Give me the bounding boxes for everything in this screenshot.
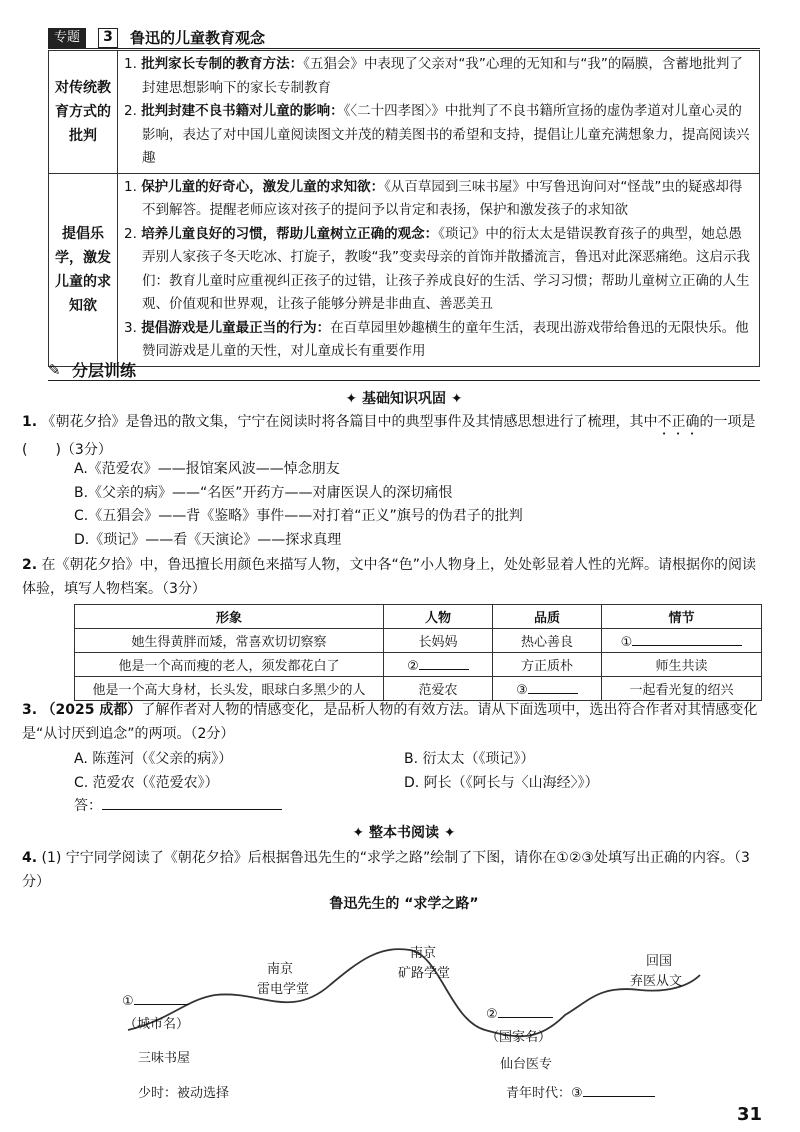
school-leidian: 雷电学堂: [257, 982, 310, 997]
option: C.《五猖会》——背《鉴略》事件——对打着“正义”旗号的伪君子的批判: [74, 508, 523, 524]
list-item: 2. 批判封建不良书籍对儿童的影响：《〈二十四孝图〉》中批判了不良书籍所宣扬的虚伪孝道对儿童心灵的影响，表达了对中国儿童阅读图文并茂的精美图书的希望和支持，提倡让儿童充满想象力，提高阅读兴趣: [124, 103, 750, 166]
option: A.《范爱农》——报馆案风波——悼念朋友: [74, 461, 340, 477]
table-row: 他是一个高而瘦的老人，须发都花白了 ② 方正质朴 师生共读: [75, 653, 762, 677]
list-item: 1. 批判家长专制的教育方法：《五猖会》中表现了父亲对“我”心理的无知和与“我”的隔膜，含蓄地批判了封建思想影响下的家长专制教育: [124, 56, 743, 96]
blank-2[interactable]: ②: [486, 1003, 553, 1022]
answer-blank[interactable]: ②: [384, 653, 493, 677]
option: D.《琐记》——看《天演论》——探求真理: [74, 531, 342, 548]
city-nanjing-2: 南京: [410, 946, 437, 961]
option: B.《父亲的病》——“名医”开药方——对庸医误人的深切痛恨: [74, 484, 453, 501]
answer-line[interactable]: 答：: [74, 795, 754, 819]
childhood-label: 少时：被动选择: [138, 1086, 230, 1101]
youth-blank[interactable]: 青年时代：③: [506, 1082, 655, 1101]
question-1: 1. 《朝花夕拾》是鲁迅的散文集，宁宁在阅读时将各篇目中的典型事件及其情感思想进行了梳理，其中不正确的一项是( )（3分）: [22, 414, 756, 458]
school-xiantai: 仙台医专: [500, 1057, 553, 1072]
row-label: 对传统教育方式的批判: [49, 51, 118, 174]
option: A. 陈莲河（《父亲的病》）: [74, 751, 233, 767]
section-title: 分层训练: [72, 361, 137, 380]
country-hint: （国家名）: [486, 1030, 552, 1045]
return-home: 回国: [646, 954, 673, 969]
page-number: 31: [736, 1104, 762, 1125]
abandon-medicine: 弃医从文: [630, 974, 683, 989]
topic-title: 鲁迅的儿童教育观念: [130, 29, 266, 47]
answer-blank[interactable]: ①: [602, 629, 762, 653]
list-item: 1. 保护儿童的好奇心，激发儿童的求知欲：《从百草园到三味书屋》中写鲁迅询问对“怪哉”虫的疑惑却得不到解答。提醒老师应该对孩子的提问予以肯定和表扬，保护和激发孩子的求知欲: [124, 178, 743, 218]
list-item: 2. 培养儿童良好的习惯，帮助儿童树立正确的观念：《琐记》中的衍太太是错误教育孩子的典型，她总愚弄别人家孩子冬天吃冰、打旋子，教唆“我”变卖母亲的首饰并散播流言，鲁迅对此深恶痛绝。这启示我们：教育儿童时应重视纠正孩子的过错，让孩子养成良好的生活、学习习惯；帮助儿童树立正确的人生观、价值观和世界观，让孩子能够分辨是非曲直、善恶美丑: [124, 225, 750, 312]
table-row: 他是一个高大身材，长头发，眼球白多黑少的人 范爱农 ③ 一起看光复的绍兴: [75, 677, 762, 701]
city-nanjing-1: 南京: [267, 962, 294, 977]
subsection-title: ✦ 整本书阅读 ✦: [352, 825, 456, 841]
answer-blank[interactable]: ③: [493, 677, 602, 701]
question-4: 4. (1) 宁宁同学阅读了《朝花夕拾》后根据鲁迅先生的“求学之路”绘制了下图，请你在①②③处填写出正确的内容。（3分）: [22, 850, 750, 890]
list-item: 3. 提倡游戏是儿童最正当的行为：在百草园里妙趣横生的童年生活，表现出游戏带给鲁迅的无限快乐。他赞同游戏是儿童的天性，对儿童成长有重要作用: [124, 319, 749, 359]
row-label: 提倡乐学，激发儿童的求知欲: [49, 173, 118, 366]
question-2: 2. 在《朝花夕拾》中，鲁迅擅长用颜色来描写人物，文中各“色”小人物身上，处处彰显着人性的光辉。请根据你的阅读体验，填写人物档案。（3分）: [22, 557, 757, 597]
pencil-note-icon: ✎: [48, 361, 61, 379]
table-row: 她生得黄胖而矮，常喜欢切切察察 长妈妈 热心善良 ①: [75, 629, 762, 653]
school-sanwei: 三味书屋: [138, 1051, 191, 1066]
topic-number: 3: [98, 28, 118, 48]
subsection-title: ✦ 基础知识巩固 ✦: [345, 391, 463, 407]
city-hint: （城市名）: [124, 1017, 190, 1032]
question-3: 3. （2025 成都）了解作者对人物的情感变化，是品析人物的有效方法。请从下面选项中，选出符合作者对其情感变化是“从讨厌到追念”的两项。（2分）: [22, 702, 758, 742]
option: B. 衍太太（《琐记》）: [404, 751, 535, 767]
option: D. 阿长（《阿长与〈山海经〉》）: [404, 774, 599, 791]
table-header-row: 形象 人物 品质 情节: [75, 605, 762, 629]
diagram-title: 鲁迅先生的 “求学之路”: [329, 896, 479, 912]
blank-1[interactable]: ①: [122, 990, 189, 1009]
topic-tag: 专题: [48, 28, 86, 48]
school-kuanglu: 矿路学堂: [398, 966, 451, 981]
option: C. 范爱农（《范爱农》）: [74, 774, 219, 791]
